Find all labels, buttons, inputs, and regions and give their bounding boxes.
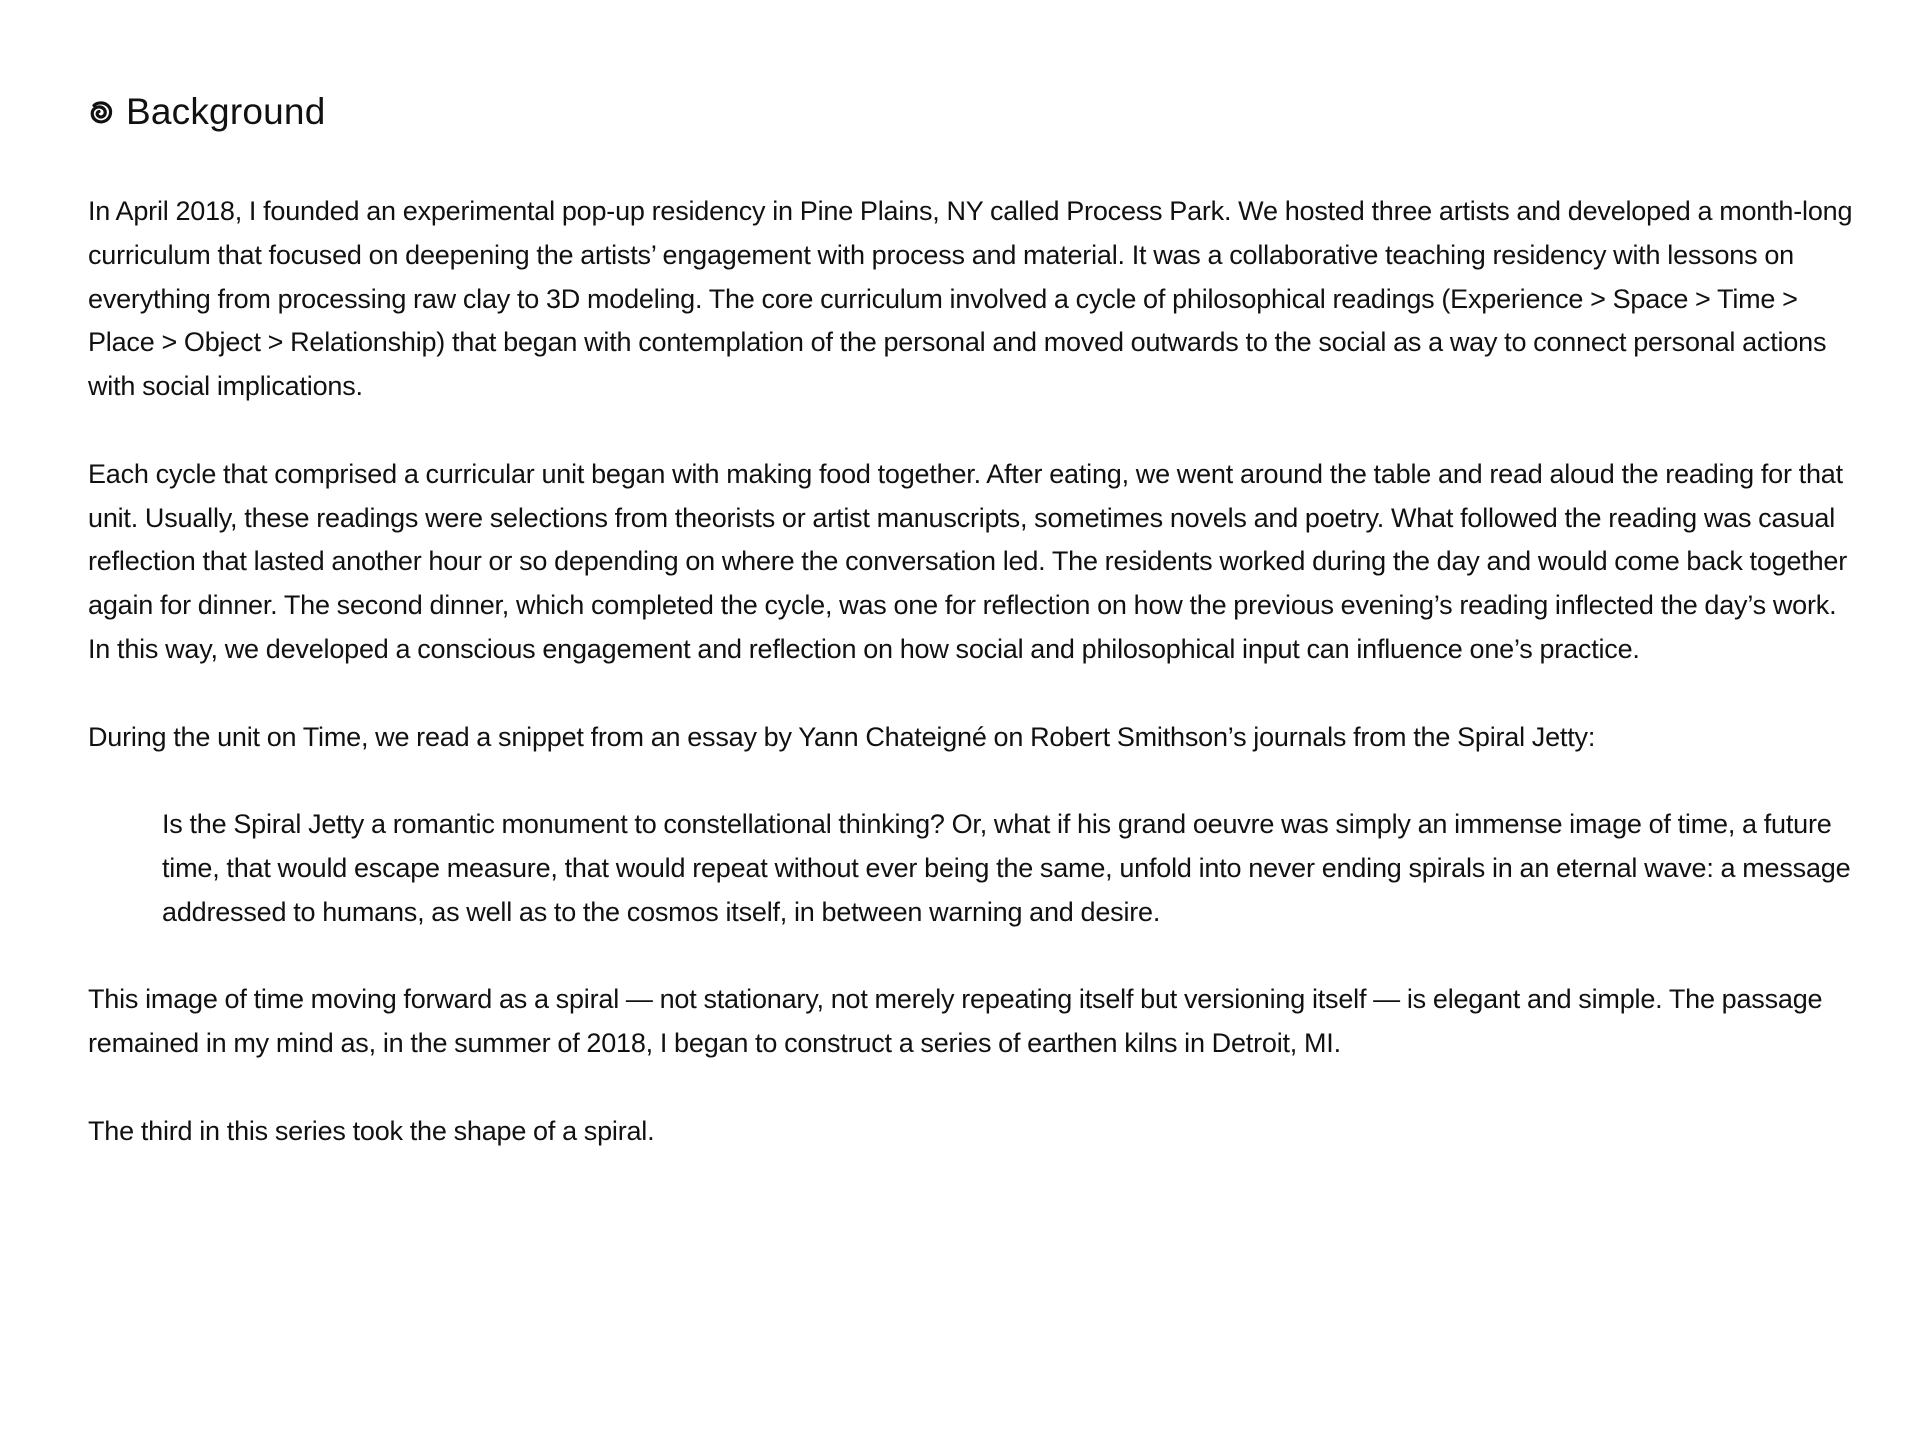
paragraph-time-unit: During the unit on Time, we read a snippet from an essay by Yann Chateigné on Robert Smithson’s journals from the Spiral Jetty:: [88, 721, 1596, 752]
quote-text: Is the Spiral Jetty a romantic monument to constellational thinking? Or, what if his grand oeuvre was simply an immense image of time, a future time, that would escape measure, that would repeat without ever being the same, unfold into never ending spirals in an eternal wave: a message addressed to humans, as well as to the cosmos itself, in between warning and desire.: [162, 809, 1851, 927]
spiral-icon: [88, 99, 114, 125]
section-title: Background: [126, 91, 326, 132]
paragraph-intro: In April 2018, I founded an experimental pop-up residency in Pine Plains, NY called Process Park. We hosted three artists and developed a month-long curriculum that focused on deepening the artists’ engagement with process and material. It was a collaborative teaching residency with lessons on everything from processing raw clay to 3D modeling. The core curriculum involved a cycle of philosophical readings (Experience > Space > Time > Place > Object > Relationship) that began with contemplation of the personal and moved outwards to the social as a way to connect personal actions with social implications.: [88, 196, 1853, 402]
block-quote: [162, 803, 1858, 934]
paragraph-spiral-image: This image of time moving forward as a spiral — not stationary, not merely repeating itself but versioning itself — is elegant and simple. The passage remained in my mind as, in the summer of 2018, I began to construct a series of earthen kilns in Detroit, MI.: [88, 984, 1823, 1059]
paragraph-third-kiln: The third in this series took the shape of a spiral.: [88, 1115, 655, 1146]
paragraph-cycle: Each cycle that comprised a curricular unit began with making food together. After eating, we went around the table and read aloud the reading for that unit. Usually, these readings were selections from theorists or artist manuscripts, sometimes novels and poetry. What followed the reading was casual reflection that lasted another hour or so depending on where the conversation led. The residents worked during the day and would come back together again for dinner. The second dinner, which completed the cycle, was one for reflection on how the previous evening’s reading inflected the day’s work. In this way, we developed a conscious engagement and reflection on how social and philosophical input can influence one’s practice.: [88, 458, 1848, 664]
section-heading: [88, 86, 1858, 138]
document-page: [88, 86, 1858, 1197]
